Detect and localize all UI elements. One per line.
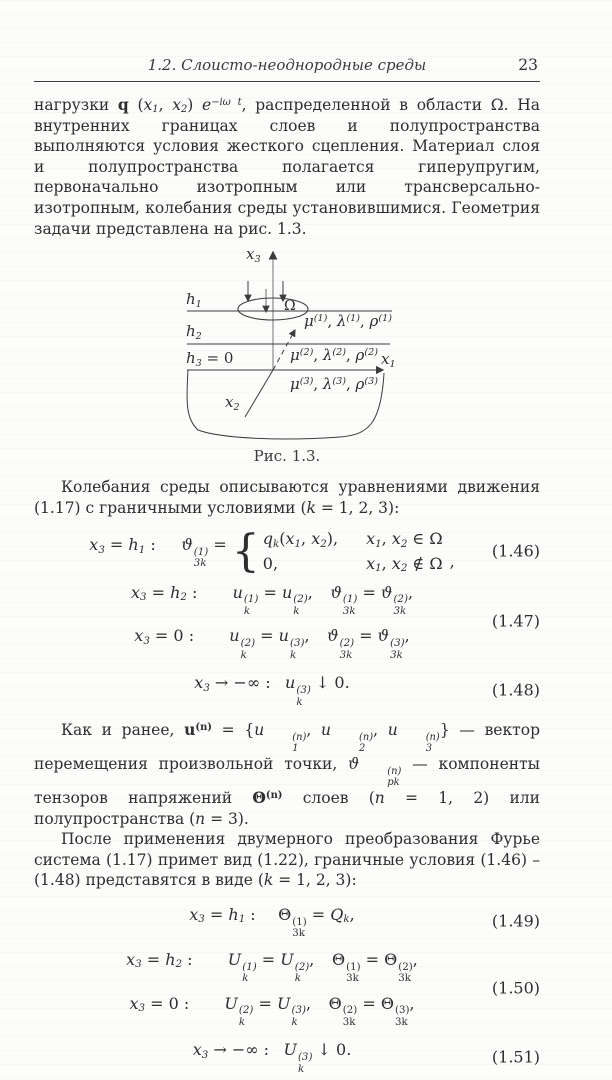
equation-number-1-50: (1.50) (491, 978, 540, 998)
equation-1-46-lhs: $x_3 = h_1$ : ϑ (1) 3k = (89, 535, 227, 570)
equation-number-1-48: (1.48) (491, 680, 540, 700)
equation-1-48-row: $x_3$ → −∞ : u (3) k ↓ 0. (194, 673, 350, 708)
equation-1-49-body (189, 903, 384, 940)
case-top-value: $q_k(x_1$, $x_2$), (262, 529, 339, 550)
cases-brace: { (231, 525, 260, 577)
equation-trailing-comma: , (449, 551, 455, 571)
page-number: 23 (518, 56, 538, 74)
equation-number-1-47: (1.47) (491, 611, 540, 631)
equation-number-1-49: (1.49) (491, 911, 540, 931)
equation-1-48-body (194, 671, 379, 708)
equation-1-51 (34, 1038, 540, 1075)
equation-1-50-body (126, 948, 448, 1029)
equation-number-1-51: (1.51) (491, 1047, 540, 1067)
equation-1-47 (34, 581, 540, 662)
header-rule (34, 81, 540, 82)
x2-axis-line (245, 370, 273, 417)
equation-1-49-row: $x_3 = h_1$ : Θ (1) 3k = $Q_k$, (189, 904, 355, 940)
equation-1-47-body (131, 581, 443, 662)
paragraph-notation: Как и ранее, $u^{(n)} = \{u$ (n) 1 , u (n) 2 , u (n) 3 } — вектор перемещения произвольной точки, ϑ (n) pk — компоненты тензоров напряжений $\Theta^{(n)}$ слоев (n = 1, 2) или полупространства (n = 3). (34, 719, 540, 828)
equation-1-51-row: $x_3$ → −∞ : U (3) k ↓ 0. (192, 1040, 352, 1075)
figure-diagram (34, 245, 540, 445)
equation-1-50 (34, 948, 540, 1029)
case-top-condition: $x_1$, $x_2$ ∈ Ω (366, 529, 443, 550)
paragraph-fourier: После применения двумерного преобразования Фурье система (1.17) примет вид (1.22), граничные условия (1.46) – (1.48) представятся в виде (k = 1, 2, 3): (34, 830, 540, 890)
cases-grid (263, 528, 443, 574)
figure-label-material-1: $\mu^{(1)}$, $\lambda^{(1)}$, $\rho^{(1)}$ (304, 312, 392, 331)
equation-1-48 (34, 671, 540, 708)
figure-label-material-3: $\mu^{(3)}$, $\lambda^{(3)}$, $\rho^{(3)}$ (290, 375, 378, 394)
equation-1-46-body (89, 525, 484, 577)
figure-label-h3: $h_3 = 0$ (186, 349, 234, 369)
case-bottom-condition: $x_1$, $x_2$ ∉ Ω (366, 553, 443, 575)
equation-1-49 (34, 903, 540, 940)
figure-1-3 (34, 245, 540, 445)
case-bottom-value: 0, (262, 553, 279, 573)
figure-label-x2: $x_2$ (225, 393, 240, 413)
figure-label-x1: $x_1$ (381, 350, 396, 370)
equation-1-46 (34, 525, 540, 577)
figure-label-material-2: $\mu^{(2)}$, $\lambda^{(2)}$, $\rho^{(2)}$ (290, 346, 378, 365)
running-header (34, 56, 540, 78)
figure-label-h1: $h_1$ (186, 290, 202, 310)
figure-label-omega: Ω (284, 298, 296, 315)
figure-caption: Рис. 1.3. (253, 447, 321, 466)
equation-1-51-body (193, 1038, 382, 1075)
section-header-title: 1.2. Слоисто-неоднородные среды (147, 56, 427, 74)
equation-number-1-46: (1.46) (491, 541, 540, 561)
paragraph-boundary-conditions: Колебания среды описываются уравнениями движения (1.17) с граничными условиями (k = 1, 2, 3): (34, 478, 540, 517)
figure-label-x3: $x_3$ (246, 245, 261, 265)
equation-1-50-row2: $x_3 = 0$ : U (2) k = U (3) k , Θ (2) 3k = Θ (3) 3k , (129, 993, 415, 1028)
figure-label-h2: $h_2$ (186, 322, 202, 342)
paragraph-intro: нагрузки q ($x_1$, $x_2$) $e^{-i\omega t}$, распределенной в области Ω. На внутренних границах слоев и полупространства выполняются условия жесткого сцепления. Материал слоя и полупространства полагается гиперупругим, первоначально изотропным или трансверсально-изотропным, колебания среды установившимися. Геометрия задачи представлена на рис. 1.3. (34, 95, 540, 238)
equation-1-47-row1: $x_3 = h_2$ : u (1) k = u (2) k , ϑ (1) 3k = ϑ (2) 3k , (130, 582, 414, 617)
equation-1-50-row1: $x_3 = h_2$ : U (1) k = U (2) k , Θ (1) 3k = Θ (2) 3k , (126, 949, 418, 985)
equation-1-47-row2: $x_3 = 0$ : u (2) k = u (3) k , ϑ (2) 3k = ϑ (3) 3k , (134, 626, 410, 661)
